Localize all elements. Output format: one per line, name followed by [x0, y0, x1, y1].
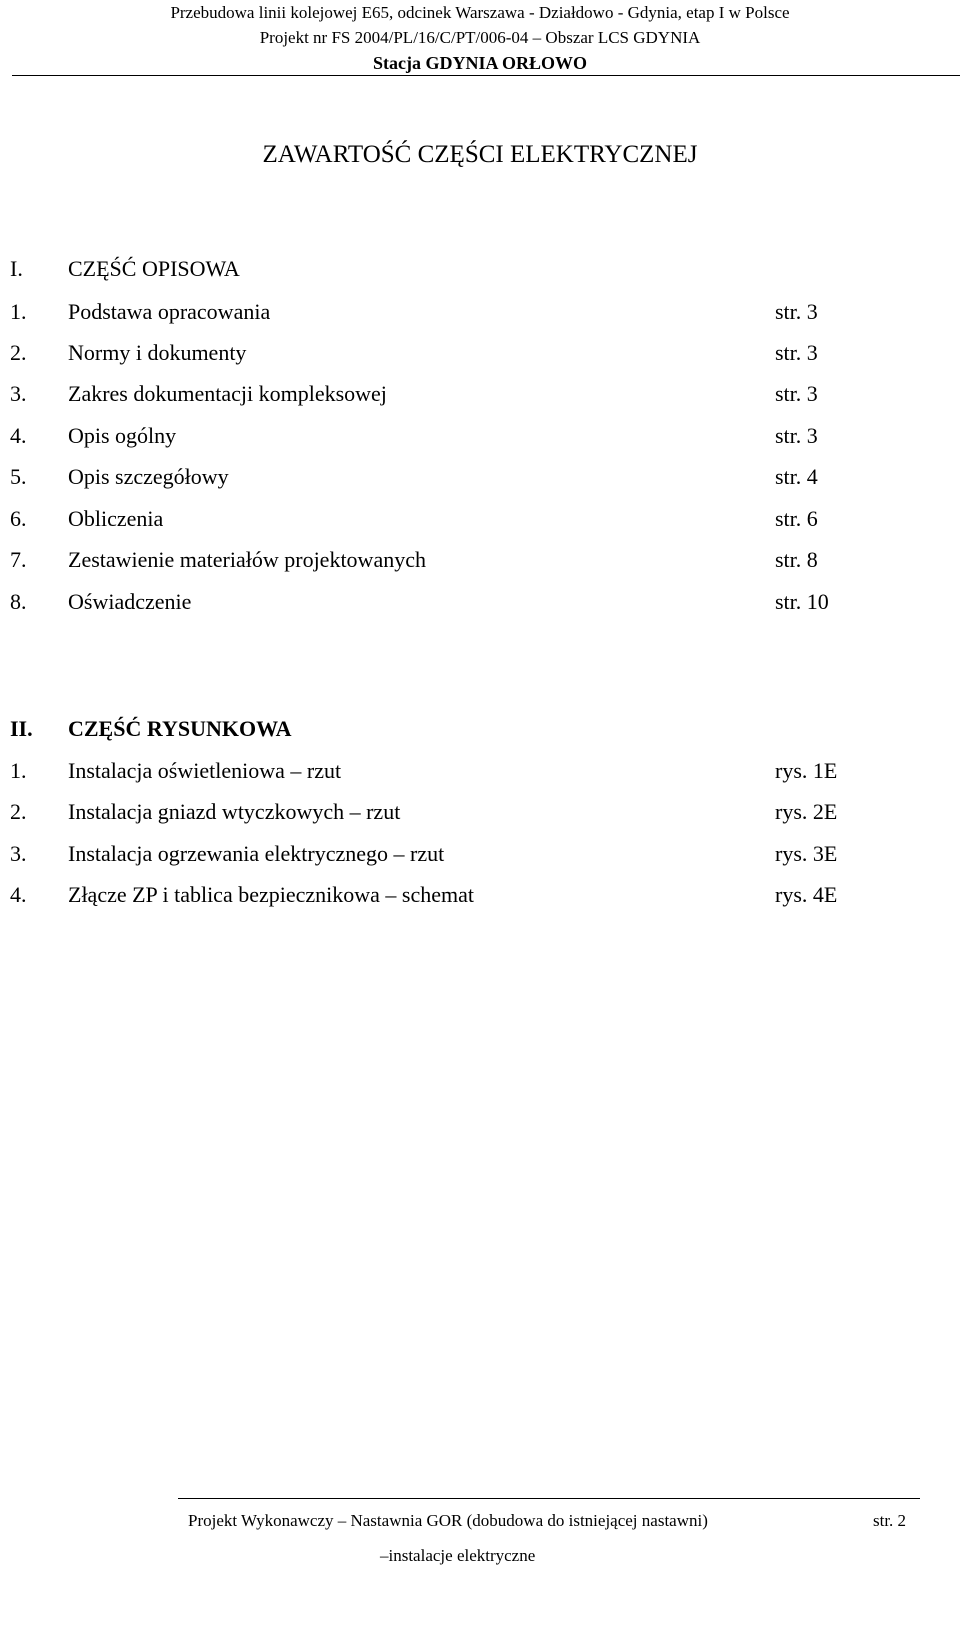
- toc-row: [10, 463, 910, 491]
- toc-item-text: Normy i dokumenty: [68, 340, 247, 365]
- toc-item-number: 4.: [10, 423, 27, 448]
- header-project-line: Przebudowa linii kolejowej E65, odcinek Warszawa - Działdowo - Gdynia, etap I w Polsce: [170, 3, 790, 22]
- toc-item-text: Instalacja oświetleniowa – rzut: [68, 758, 342, 783]
- toc-item-text: Obliczenia: [68, 506, 164, 531]
- toc-item-number: 8.: [10, 589, 27, 614]
- toc-item-drawing: rys. 3E: [775, 841, 838, 866]
- toc-item-page: str. 4: [775, 464, 818, 489]
- toc-item-number: 2.: [10, 340, 27, 365]
- toc-item-drawing: rys. 1E: [775, 758, 838, 783]
- toc-row: [10, 505, 910, 533]
- toc-item-text: Zakres dokumentacji kompleksowej: [68, 381, 387, 406]
- toc-row: [10, 757, 910, 785]
- toc-item-text: Opis szczegółowy: [68, 464, 229, 489]
- section-number: I.: [10, 256, 23, 281]
- document-title: ZAWARTOŚĆ CZĘŚCI ELEKTRYCZNEJ: [262, 141, 698, 168]
- toc-item-number: 1.: [10, 299, 27, 324]
- toc-item-page: str. 3: [775, 299, 818, 324]
- toc-item-text: Opis ogólny: [68, 423, 177, 448]
- section-label: CZĘŚĆ OPISOWA: [68, 256, 240, 281]
- toc-item-number: 5.: [10, 464, 27, 489]
- toc-item-number: 3.: [10, 381, 27, 406]
- toc-item-page: str. 10: [775, 589, 829, 614]
- toc-item-number: 4.: [10, 882, 27, 907]
- header-station: Stacja GDYNIA ORŁOWO: [372, 53, 587, 73]
- toc-row: [10, 798, 910, 826]
- header-divider: [12, 75, 960, 76]
- toc-item-drawing: rys. 2E: [775, 799, 838, 824]
- footer-project-text: Projekt Wykonawczy – Nastawnia GOR (dobudowa do istniejącej nastawni): [188, 1511, 708, 1530]
- toc-item-drawing: rys. 4E: [775, 882, 838, 907]
- toc-row: [10, 840, 910, 868]
- toc-item-text: Podstawa opracowania: [68, 299, 271, 324]
- footer-page-number: str. 2: [873, 1511, 907, 1530]
- toc-item-page: str. 8: [775, 547, 818, 572]
- toc-item-text: Zestawienie materiałów projektowanych: [68, 547, 426, 572]
- toc-item-number: 1.: [10, 758, 27, 783]
- toc-item-number: 2.: [10, 799, 27, 824]
- toc-item-text: Instalacja gniazd wtyczkowych – rzut: [68, 799, 401, 824]
- toc-row: [10, 546, 910, 574]
- toc-row: [10, 380, 910, 408]
- toc-item-page: str. 3: [775, 381, 818, 406]
- toc-item-number: 6.: [10, 506, 27, 531]
- toc-item-number: 7.: [10, 547, 27, 572]
- footer-subtext: –instalacje elektryczne: [380, 1546, 536, 1565]
- toc-item-text: Złącze ZP i tablica bezpiecznikowa – schemat: [68, 882, 474, 907]
- header-project-number: Projekt nr FS 2004/PL/16/C/PT/006-04 – Obszar LCS GDYNIA: [259, 28, 701, 47]
- toc-item-page: str. 6: [775, 506, 818, 531]
- footer-divider: [178, 1498, 920, 1499]
- toc-row: [10, 881, 910, 909]
- toc-row: [10, 422, 910, 450]
- toc-row: [10, 588, 910, 616]
- section-label: CZĘŚĆ RYSUNKOWA: [68, 716, 292, 741]
- toc-row: [10, 298, 910, 326]
- toc-item-page: str. 3: [775, 423, 818, 448]
- toc-item-number: 3.: [10, 841, 27, 866]
- toc-item-text: Oświadczenie: [68, 589, 192, 614]
- section-number: II.: [10, 716, 33, 741]
- toc-item-page: str. 3: [775, 340, 818, 365]
- page-header: [0, 0, 960, 76]
- toc-row: [10, 339, 910, 367]
- toc-item-text: Instalacja ogrzewania elektrycznego – rzut: [68, 841, 445, 866]
